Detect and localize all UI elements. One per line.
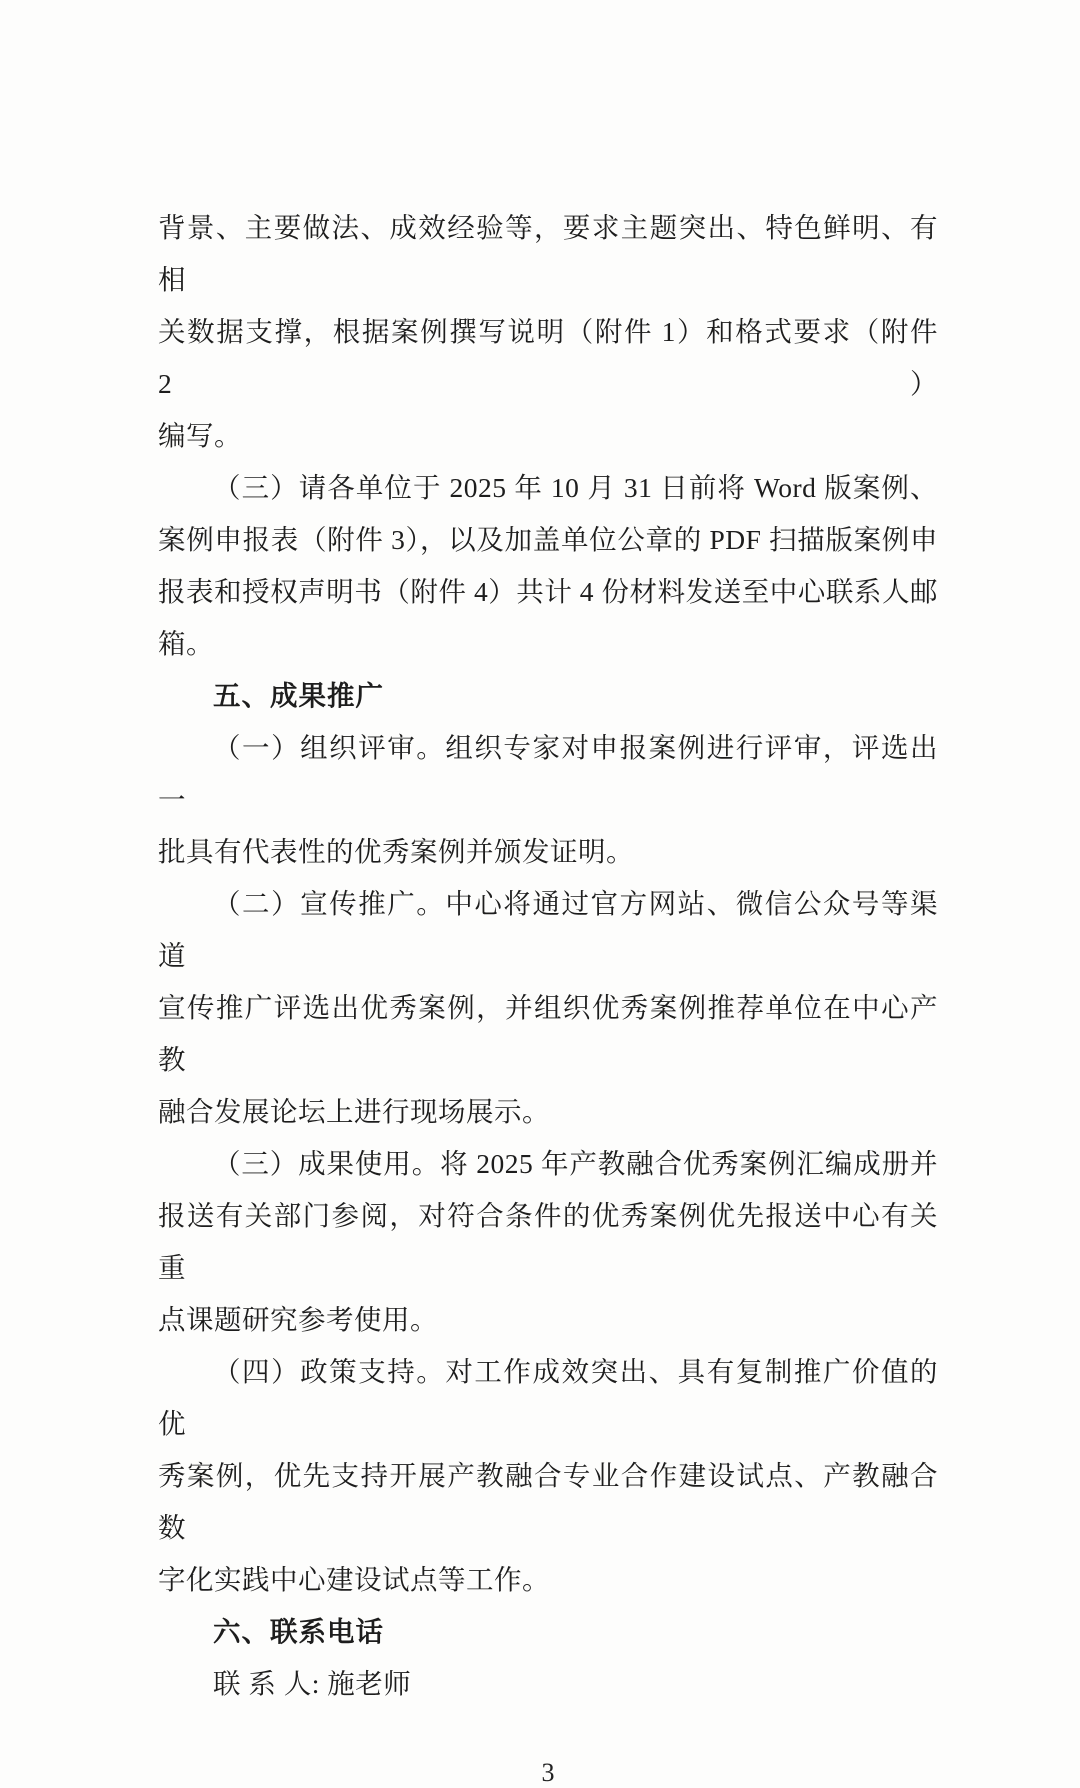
text-line: 融合发展论坛上进行现场展示。 [158,1096,550,1127]
paragraph-policy-support [158,1346,938,1606]
page-number: 3 [541,1758,555,1787]
text-line: （一）组织评审。组织专家对申报案例进行评审，评选出一 [158,732,938,815]
text-line: 报表和授权声明书（附件 4）共计 4 份材料发送至中心联系人邮 [158,576,938,607]
text-line: 点课题研究参考使用。 [158,1304,438,1335]
heading-text: 六、联系电话 [213,1616,384,1647]
text-line: 关数据支撑，根据案例撰写说明（附件 1）和格式要求（附件 2） [158,316,946,399]
section-heading-results-promotion [158,670,938,722]
text-line: 箱。 [158,628,214,659]
text-line: 联 系 人: 施老师 [213,1668,412,1699]
text-line: 宣传推广评选出优秀案例，并组织优秀案例推荐单位在中心产教 [158,992,938,1075]
text-line: 批具有代表性的优秀案例并颁发证明。 [158,836,634,867]
text-line: 秀案例，优先支持开展产教融合专业合作建设试点、产教融合数 [158,1460,938,1543]
paragraph-material-submission [158,462,938,670]
text-line: 编写。 [158,420,242,451]
paragraph-results-usage [158,1138,938,1346]
text-line: （四）政策支持。对工作成效突出、具有复制推广价值的优 [158,1356,938,1439]
text-line: （二）宣传推广。中心将通过官方网站、微信公众号等渠道 [158,888,938,971]
text-line: （三）请各单位于 2025 年 10 月 31 日前将 Word 版案例、 [213,472,938,503]
text-line: 背景、主要做法、成效经验等，要求主题突出、特色鲜明、有相 [158,212,938,295]
paragraph-continuation-case-writing [158,202,946,462]
paragraph-contact-person [158,1658,938,1710]
section-heading-contact-phone [158,1606,938,1658]
text-line: 字化实践中心建设试点等工作。 [158,1564,550,1595]
text-line: 报送有关部门参阅，对符合条件的优秀案例优先报送中心有关重 [158,1200,938,1283]
text-line: （三）成果使用。将 2025 年产教融合优秀案例汇编成册并 [213,1148,938,1179]
paragraph-organize-review [158,722,938,878]
paragraph-publicity-promotion [158,878,938,1138]
heading-text: 五、成果推广 [213,680,384,711]
text-line: 案例申报表（附件 3），以及加盖单位公章的 PDF 扫描版案例申 [158,524,938,555]
